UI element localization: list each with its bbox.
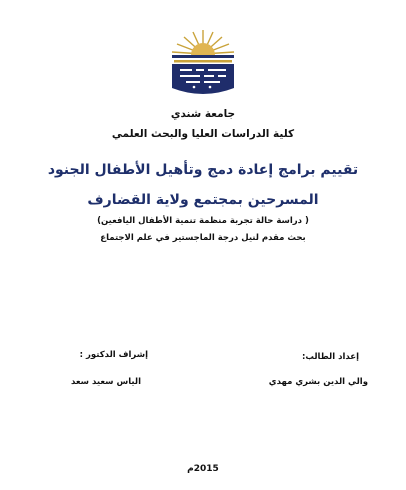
year: 2015م — [187, 464, 219, 474]
student-name: والي الدين بشري مهدي — [268, 377, 368, 387]
university-logo — [166, 28, 240, 98]
sun-icon — [191, 43, 215, 55]
degree-statement: بحث مقدم لنيل درجة الماجستير في علم الاجتماع — [100, 233, 306, 243]
student-label: إعداد الطالب: — [301, 352, 359, 362]
case-study-subtitle: ( دراسة حالة تجربة منظمة تنمية الأطفال اليافعين) — [97, 216, 309, 226]
supervisor-name: الياس سعيد سعد — [70, 377, 141, 387]
thesis-title-line-1: تقييم برامج إعادة دمج وتأهيل الأطفال الجنود — [47, 162, 359, 178]
shield-icon — [172, 64, 234, 94]
thesis-title-line-2: المسرحين بمجتمع ولاية القضارف — [87, 192, 319, 208]
university-name: جامعة شندي — [170, 108, 236, 120]
supervisor-label: إشراف الدكتور : — [79, 350, 148, 360]
college-name: كلية الدراسات العليا والبحث العلمي — [111, 128, 295, 140]
